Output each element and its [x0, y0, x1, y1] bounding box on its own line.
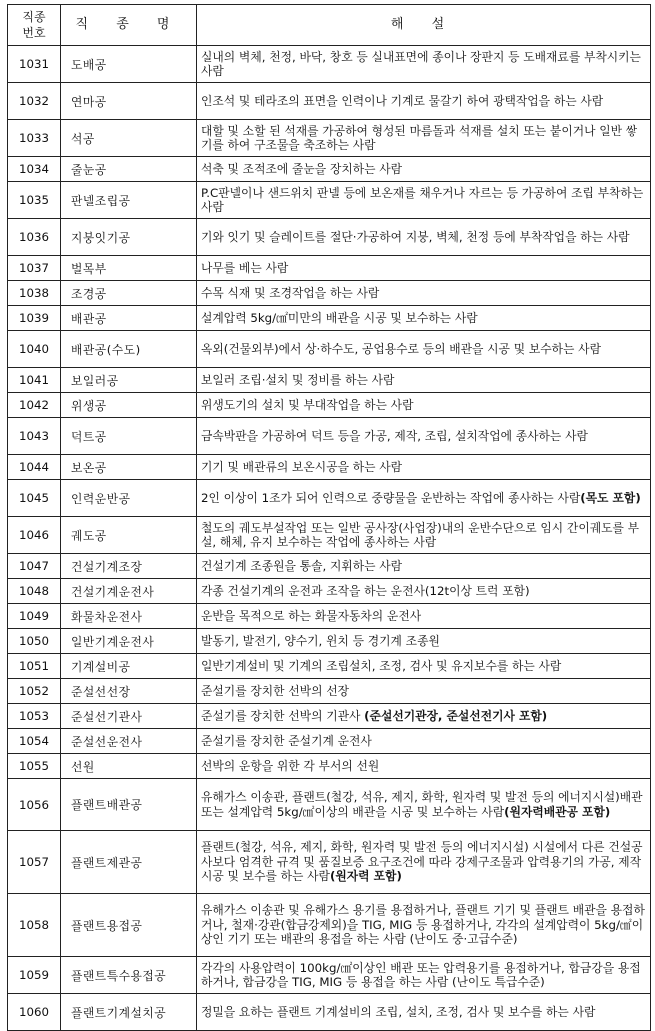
table-row [8, 654, 651, 679]
table-row [8, 182, 651, 219]
job-name: 플랜트배관공 [61, 779, 197, 831]
table-row [8, 579, 651, 604]
job-description: 준설기를 장치한 준설기계 운전사 [197, 729, 651, 754]
job-code: 1049 [8, 604, 61, 629]
job-description: 설계압력 5kg/㎠미만의 배관을 시공 및 보수하는 사람 [197, 306, 651, 331]
job-code: 1039 [8, 306, 61, 331]
job-name: 준설선기관사 [61, 704, 197, 729]
table-row [8, 83, 651, 120]
job-code: 1044 [8, 455, 61, 480]
job-description: 선박의 운항을 위한 각 부서의 선원 [197, 754, 651, 779]
table-row [8, 517, 651, 554]
job-description: 대할 및 소할 된 석재를 가공하여 형성된 마름돌과 석재를 설치 또는 붙이거나 일반 쌓기를 하여 구조물을 축조하는 사람 [197, 120, 651, 157]
job-description: 수목 식재 및 조경작업을 하는 사람 [197, 281, 651, 306]
job-name: 플랜트기계설치공 [61, 994, 197, 1031]
job-name: 줄눈공 [61, 157, 197, 182]
description-text: 플랜트(철강, 석유, 제지, 화학, 원자력 및 발전 등의 에너지시설) 시설에서 다른 건설공사보다 엄격한 규격 및 품질보증 요구조건에 따라 강제구조물과 압력용기의 가공, 제작시공 및 보수를 하는 사람 [201, 840, 643, 884]
job-description: 운반을 목적으로 하는 화물자동차의 운전사 [197, 604, 651, 629]
description-note: (목도 포함) [580, 490, 641, 505]
job-name: 지붕잇기공 [61, 219, 197, 256]
job-description: 금속박판을 가공하여 덕트 등을 가공, 제작, 조립, 설치작업에 종사하는 사람 [197, 418, 651, 455]
job-description [197, 480, 651, 517]
table-row [8, 604, 651, 629]
description-text: 유해가스 이송관, 플랜트(철강, 석유, 제지, 화학, 원자력 및 발전 등의 에너지시설)배관 또는 설계압력 5kg/㎠이상의 배관을 시공 및 보수하는 사람 [201, 790, 643, 819]
table-row [8, 306, 651, 331]
job-description: 기와 잇기 및 슬레이트를 절단·가공하여 지붕, 벽체, 천정 등에 부착작업을 하는 사람 [197, 219, 651, 256]
job-code: 1056 [8, 779, 61, 831]
job-name: 석공 [61, 120, 197, 157]
job-code-table [7, 4, 651, 1031]
job-code: 1041 [8, 368, 61, 393]
job-name: 도배공 [61, 46, 197, 83]
table-row [8, 554, 651, 579]
job-description: 각각의 사용압력이 100kg/㎠이상인 배관 또는 압력용기를 용접하거나, 합금강을 용접 하거나, 합금강을 TIG, MIG 등 용접을 하는 사람 (난이도 특급수준) [197, 957, 651, 994]
job-description: 각종 건설기계의 운전과 조작을 하는 운전사(12t이상 트럭 포함) [197, 579, 651, 604]
job-name: 조경공 [61, 281, 197, 306]
job-code: 1055 [8, 754, 61, 779]
job-code: 1042 [8, 393, 61, 418]
description-note: (원자력배관공 포함) [504, 804, 611, 819]
description-text: 2인 이상이 1조가 되어 인력으로 중량물을 운반하는 작업에 종사하는 사람 [201, 490, 581, 505]
job-name: 배관공(수도) [61, 331, 197, 368]
job-code: 1036 [8, 219, 61, 256]
table-row [8, 455, 651, 480]
table-row [8, 894, 651, 957]
job-name: 보일러공 [61, 368, 197, 393]
job-name: 위생공 [61, 393, 197, 418]
header-code [8, 5, 61, 46]
job-code: 1058 [8, 894, 61, 957]
table-row [8, 754, 651, 779]
job-description: 일반기계설비 및 기계의 조립설치, 조정, 검사 및 유지보수를 하는 사람 [197, 654, 651, 679]
table-row [8, 256, 651, 281]
job-name: 준설선운전사 [61, 729, 197, 754]
job-code: 1050 [8, 629, 61, 654]
job-description: 준설기를 장치한 선박의 선장 [197, 679, 651, 704]
job-name: 인력운반공 [61, 480, 197, 517]
job-description [197, 704, 651, 729]
table-row [8, 779, 651, 831]
job-code: 1045 [8, 480, 61, 517]
job-name: 건설기계조장 [61, 554, 197, 579]
description-note: (준설선기관장, 준설선전기사 포함) [364, 708, 548, 723]
table-row [8, 831, 651, 894]
job-code: 1048 [8, 579, 61, 604]
job-description: 발동기, 발전기, 양수기, 윈치 등 경기계 조종원 [197, 629, 651, 654]
job-description: 보일러 조립·설치 및 정비를 하는 사람 [197, 368, 651, 393]
table-row [8, 704, 651, 729]
table-row [8, 679, 651, 704]
table-row [8, 157, 651, 182]
table-row [8, 418, 651, 455]
job-code: 1033 [8, 120, 61, 157]
table-row [8, 393, 651, 418]
job-name: 덕트공 [61, 418, 197, 455]
job-code: 1043 [8, 418, 61, 455]
job-name: 화물차운전사 [61, 604, 197, 629]
table-row [8, 994, 651, 1031]
job-name: 벌목부 [61, 256, 197, 281]
job-code: 1060 [8, 994, 61, 1031]
job-code: 1053 [8, 704, 61, 729]
job-name: 판넬조립공 [61, 182, 197, 219]
table-row [8, 957, 651, 994]
job-description: 석축 및 조적조에 줄눈을 장치하는 사람 [197, 157, 651, 182]
table-body [8, 46, 651, 1031]
job-name: 배관공 [61, 306, 197, 331]
job-code: 1051 [8, 654, 61, 679]
job-code: 1040 [8, 331, 61, 368]
job-name: 연마공 [61, 83, 197, 120]
job-code: 1059 [8, 957, 61, 994]
job-name: 건설기계운전사 [61, 579, 197, 604]
table-row [8, 368, 651, 393]
table-row [8, 729, 651, 754]
job-name: 플랜트용접공 [61, 894, 197, 957]
job-code: 1054 [8, 729, 61, 754]
table-header-row [8, 5, 651, 46]
job-description: 나무를 베는 사람 [197, 256, 651, 281]
table-row [8, 480, 651, 517]
job-code: 1032 [8, 83, 61, 120]
description-note: (원자력 포함) [329, 869, 402, 884]
table-row [8, 46, 651, 83]
job-description [197, 831, 651, 894]
job-description: 실내의 벽체, 천정, 바닥, 창호 등 실내표면에 종이나 장판지 등 도배재료를 부착시키는 사람 [197, 46, 651, 83]
job-code: 1034 [8, 157, 61, 182]
table-row [8, 281, 651, 306]
job-code: 1052 [8, 679, 61, 704]
job-description [197, 779, 651, 831]
job-code: 1057 [8, 831, 61, 894]
table-row [8, 331, 651, 368]
job-description: 기기 및 배관류의 보온시공을 하는 사람 [197, 455, 651, 480]
job-name: 일반기계운전사 [61, 629, 197, 654]
table-row [8, 120, 651, 157]
job-description: 유해가스 이송관 및 유해가스 용기를 용접하거나, 플랜트 기기 및 플랜트 배관을 용접하거나, 철재·강관(합금강제외)을 TIG, MIG 등 용접하거나, 각각의 설계압력이 5kg/㎠이상인 기기 또는 배관의 용접을 하는 사람 (난이도 중·고급수준) [197, 894, 651, 957]
job-description: P.C판넬이나 샌드위치 판넬 등에 보온재를 채우거나 자르는 등 가공하여 조립 부착하는 사람 [197, 182, 651, 219]
job-code: 1046 [8, 517, 61, 554]
table-row [8, 219, 651, 256]
job-name: 궤도공 [61, 517, 197, 554]
job-description: 정밀을 요하는 플랜트 기계설비의 조립, 설치, 조정, 검사 및 보수를 하는 사람 [197, 994, 651, 1031]
job-description: 인조석 및 테라조의 표면을 인력이나 기계로 물갈기 하여 광택작업을 하는 사람 [197, 83, 651, 120]
table-row [8, 629, 651, 654]
job-code: 1031 [8, 46, 61, 83]
job-name: 플랜트제관공 [61, 831, 197, 894]
job-name: 준설선선장 [61, 679, 197, 704]
header-code-label: 직종 번호 [22, 10, 46, 40]
header-desc: 해 설 [197, 5, 651, 46]
description-text: 준설기를 장치한 선박의 기관사 [201, 708, 361, 723]
job-name: 플랜트특수용접공 [61, 957, 197, 994]
header-name: 직 종 명 [61, 5, 197, 46]
job-code: 1035 [8, 182, 61, 219]
job-code: 1037 [8, 256, 61, 281]
job-description: 위생도기의 설치 및 부대작업을 하는 사람 [197, 393, 651, 418]
job-name: 선원 [61, 754, 197, 779]
job-code: 1047 [8, 554, 61, 579]
job-code: 1038 [8, 281, 61, 306]
job-description: 옥외(건물외부)에서 상·하수도, 공업용수로 등의 배관을 시공 및 보수하는 사람 [197, 331, 651, 368]
job-description: 건설기계 조종원을 통솔, 지휘하는 사람 [197, 554, 651, 579]
job-name: 기계설비공 [61, 654, 197, 679]
job-description: 철도의 궤도부설작업 또는 일반 공사장(사업장)내의 운반수단으로 임시 간이궤도를 부설, 해체, 유지 보수하는 작업에 종사하는 사람 [197, 517, 651, 554]
job-name: 보온공 [61, 455, 197, 480]
